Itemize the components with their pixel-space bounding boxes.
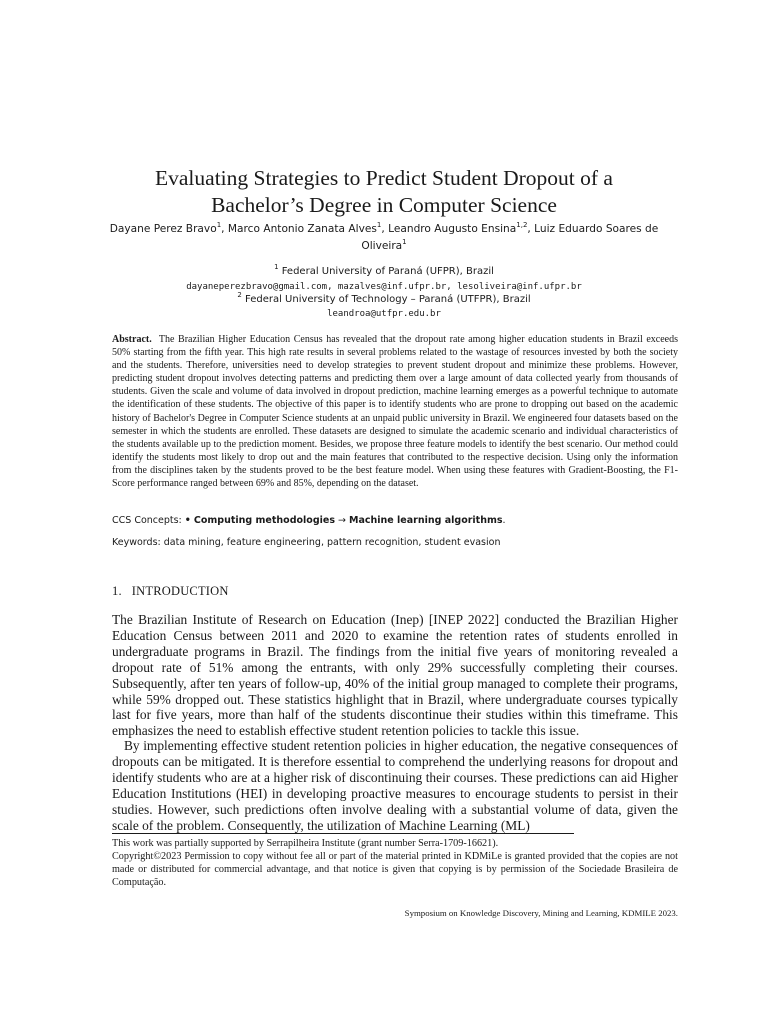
copyright-notice: Copyright©2023 Permission to copy without fee all or part of the material printed in KDMiLe is granted provided that the copies are not made or distributed for commercial advantage, and that notice is given that copying is by permission of the Sociedade Brasileira de Computação. — [112, 851, 678, 888]
section-number: 1. — [112, 584, 122, 598]
ccs-bullet: • — [184, 515, 191, 526]
affiliation-1-emails: dayaneperezbravo@gmail.com, mazalves@inf.ufpr.br, lesoliveira@inf.ufpr.br — [186, 282, 582, 292]
author-affiliation-mark: 1 — [402, 238, 407, 246]
footnotes — [112, 837, 678, 889]
abstract — [112, 333, 678, 490]
author-name: Luiz Eduardo Soares de — [534, 223, 659, 235]
ccs-concepts — [112, 514, 678, 527]
affiliation-2-email: leandroa@utfpr.edu.br — [327, 309, 441, 319]
section-heading — [112, 584, 229, 599]
author-name-continued: Oliveira — [361, 240, 403, 252]
section-title: INTRODUCTION — [131, 584, 229, 598]
abstract-text: The Brazilian Higher Education Census has revealed that the dropout rate among higher education students in Brazil exceeds 50% starting from the fifth year. This high rate results in several problems related to the wastage of resources invested by both the society and the students. Therefore, universities need to develop strategies to prevent student dropout and minimize these problems. However, predicting student dropout involves detecting patterns and predicting them over a large amount of data collected yearly from thousands of students. Given the scale and volume of data involved in dropout prediction, machine learning emerges as a powerful technique to automate the identification of these students. The objective of this paper is to identify students who are prone to dropping out based on the academic history of Bachelor's Degree in Computer Science students at an unpaid public university in Brazil. We engineered four datasets based on the semester in which the students are enrolled. These datasets are designed to simulate the academic scenario and individual characteristics of the students available up to the prediction moment. Besides, we propose three feature models to identify the best scenario. Our method could identify the students most likely to drop out and the main features that contributed to the respective decision. Using only the information from the disciplines taken by the students proved to be the best feature model. When using these features with Gradient-Boosting, the F1-Score performance ranged between 69% and 85%, depending on the dataset. — [112, 334, 678, 490]
abstract-label: Abstract. — [112, 334, 152, 345]
author-name: Marco Antonio Zanata Alves — [227, 223, 377, 235]
ccs-end: . — [502, 515, 506, 526]
venue-footer: Symposium on Knowledge Discovery, Mining and Learning, KDMILE 2023. — [404, 908, 678, 918]
author-name: Dayane Perez Bravo — [109, 223, 217, 235]
author-affiliation-mark: 1 — [216, 221, 222, 229]
author-list: Dayane Perez Bravo$^1$, Marco Antonio Zanata Alves$^1$, Leandro Augusto Ensina$^{1,2}$, Luiz Eduardo Soares de Oliveira$^1$ — [109, 221, 659, 252]
ccs-arrow: → — [338, 515, 346, 526]
affiliation-name: Federal University of Technology – Paraná (UTFPR), Brazil — [244, 294, 531, 305]
affiliation-mark: 1 — [274, 263, 279, 271]
affiliation-name: Federal University of Paraná (UFPR), Brazil — [281, 266, 494, 277]
affiliation-mark: 2 — [237, 291, 242, 299]
author-affiliation-mark: 1 — [376, 221, 382, 229]
author-affiliation-mark: 1,2 — [516, 221, 528, 229]
author-name: Leandro Augusto Ensina — [388, 223, 517, 235]
title-line-1: Evaluating Strategies to Predict Student Dropout of a — [155, 166, 613, 190]
funding-footnote: This work was partially supported by Serrapilheira Institute (grant number Serra-1709-16621). — [112, 838, 499, 849]
ccs-subconcept: Machine learning algorithms — [349, 515, 503, 526]
body-paragraph: By implementing effective student retention policies in higher education, the negative consequences of dropouts can be mitigated. It is therefore essential to comprehend the underlying reasons for dropout and identify students who are at a higher risk of discontinuing their courses. These predictions can aid Higher Education Institutions (HEI) in developing proactive measures to encourage students to persist in their studies. However, such predictions often involve dealing with a substantial volume of data, given the scale of the problem. Consequently, the utilization of Machine Learning (ML) — [112, 738, 678, 833]
body-paragraph: The Brazilian Institute of Research on Education (Inep) [INEP 2022] conducted the Brazilian Higher Education Census between 2011 and 2020 to examine the retention rates of students enrolled in undergraduate programs in Brazil. The findings from the initial five years of monitoring revealed a dropout rate of 51% among the entrants, with only 29% successfully completing their courses. Subsequently, after ten years of follow-up, 40% of the initial group managed to complete their programs, while 59% dropped out. These statistics highlight that in Brazil, where undergraduate courses typically last for five years, more than half of the students discontinue their studies within this timeframe. This emphasizes the need to establish effective student retention policies to tackle this issue. — [112, 612, 678, 739]
affiliation-1 — [110, 265, 658, 279]
ccs-label: CCS Concepts: — [112, 515, 182, 526]
footnote-divider — [112, 833, 574, 834]
affiliation-2 — [110, 293, 658, 307]
keywords: Keywords: data mining, feature engineering, pattern recognition, student evasion — [112, 537, 501, 548]
ccs-concept: Computing methodologies — [193, 515, 335, 526]
paper-title — [100, 165, 668, 219]
title-line-2: Bachelor’s Degree in Computer Science — [211, 193, 557, 217]
